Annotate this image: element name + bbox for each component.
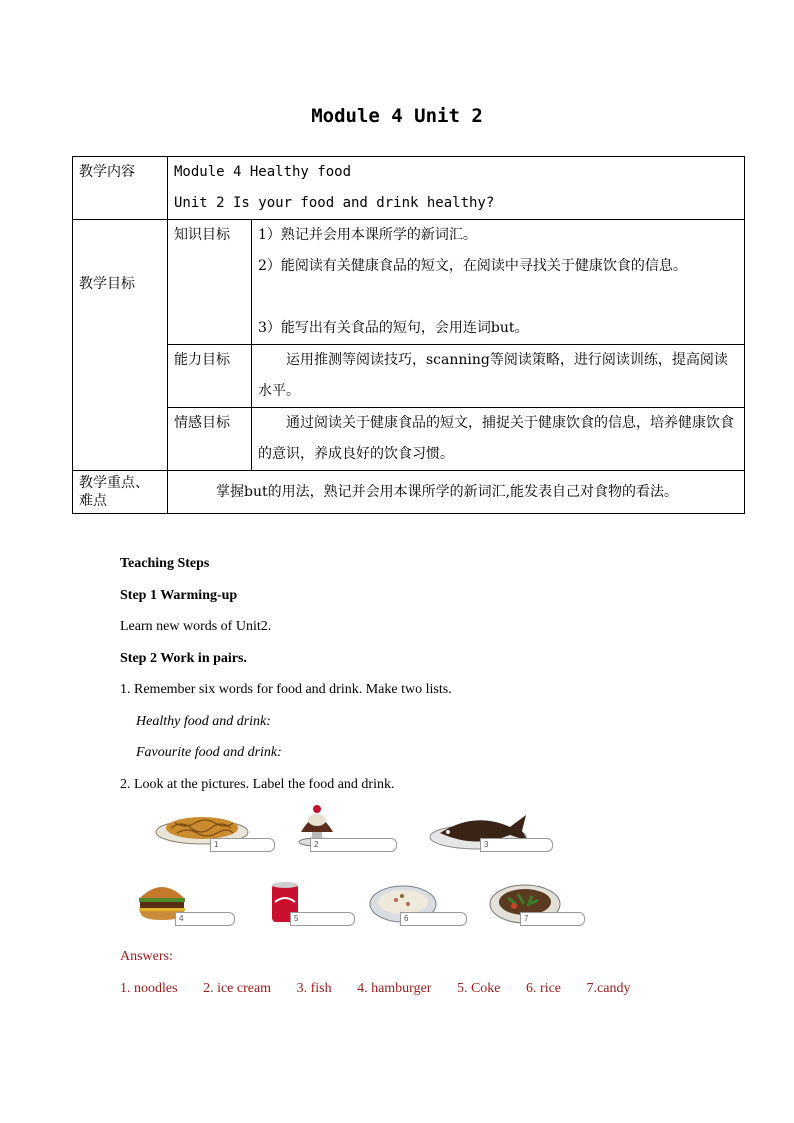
content-row (73, 157, 745, 220)
knowledge-item-1: 1）熟记并会用本课所学的新词汇。 (258, 227, 477, 243)
picture-label-4: 4 (175, 912, 235, 926)
page-title: Module 4 Unit 2 (311, 105, 483, 127)
answer-item: 2. ice cream (203, 980, 272, 996)
answer-item: 5. Coke (456, 980, 501, 996)
picture-label-1: 1 (210, 838, 275, 852)
answers-list (120, 973, 720, 1005)
knowledge-item-2: 2）能阅读有关健康食品的短文，在阅读中寻找关于健康饮食的信息。 (258, 258, 687, 274)
favourite-list-label: Favourite food and drink: (136, 745, 282, 760)
food-pictures (130, 802, 600, 932)
module-line: Module 4 Healthy food (174, 164, 352, 180)
ability-row (73, 345, 745, 408)
knowledge-cell (252, 220, 745, 345)
answer-item: 3. fish (296, 980, 332, 996)
content-cell (168, 157, 745, 220)
ability-label: 能力目标 (168, 345, 252, 408)
picture-label-7: 7 (520, 912, 585, 926)
knowledge-item-3: 3）能写出有关食品的短句，会用连词but。 (258, 320, 529, 336)
step-2-item-2: 2. Look at the pictures. Label the food and drink. (120, 776, 395, 792)
emotion-text: 通过阅读关于健康食品的短文，捕捉关于健康饮食的信息，培养健康饮食的意识，养成良好的饮食习惯。 (252, 408, 745, 471)
answers-section (120, 941, 720, 1004)
step-2-item-1: 1. Remember six words for food and drink. Make two lists. (120, 682, 452, 697)
steps-heading: Teaching Steps (120, 556, 210, 571)
picture-label-6: 6 (400, 912, 467, 926)
step-1-heading: Step 1 Warming-up (120, 587, 238, 603)
content-label: 教学内容 (73, 157, 168, 220)
emotion-row (73, 408, 745, 471)
picture-label-3: 3 (480, 838, 553, 852)
unit-line: Unit 2 Is your food and drink healthy? (174, 195, 495, 211)
goals-label: 教学目标 (73, 220, 168, 471)
step-2-heading: Step 2 Work in pairs. (120, 650, 247, 666)
answer-item: 7.candy (586, 980, 631, 996)
answer-item: 6. rice (526, 980, 562, 996)
key-row (73, 471, 745, 514)
answer-item: 1. noodles (120, 980, 178, 996)
lesson-plan-table (72, 156, 745, 514)
key-label: 教学重点、难点 (73, 471, 168, 514)
healthy-list-label: Healthy food and drink: (136, 713, 271, 729)
answers-heading: Answers: (120, 949, 173, 964)
key-text: 掌握but的用法，熟记并会用本课所学的新词汇,能发表自己对食物的看法。 (168, 471, 745, 514)
knowledge-row (73, 220, 745, 345)
picture-label-5: 5 (290, 912, 355, 926)
emotion-label: 情感目标 (168, 408, 252, 471)
step-1-text: Learn new words of Unit2. (120, 619, 272, 634)
teaching-steps (120, 548, 720, 800)
picture-label-2: 2 (310, 838, 397, 852)
knowledge-label: 知识目标 (168, 220, 252, 345)
answer-item: 4. hamburger (357, 980, 432, 996)
ability-text: 运用推测等阅读技巧，scanning等阅读策略，进行阅读训练，提高阅读水平。 (252, 345, 745, 408)
